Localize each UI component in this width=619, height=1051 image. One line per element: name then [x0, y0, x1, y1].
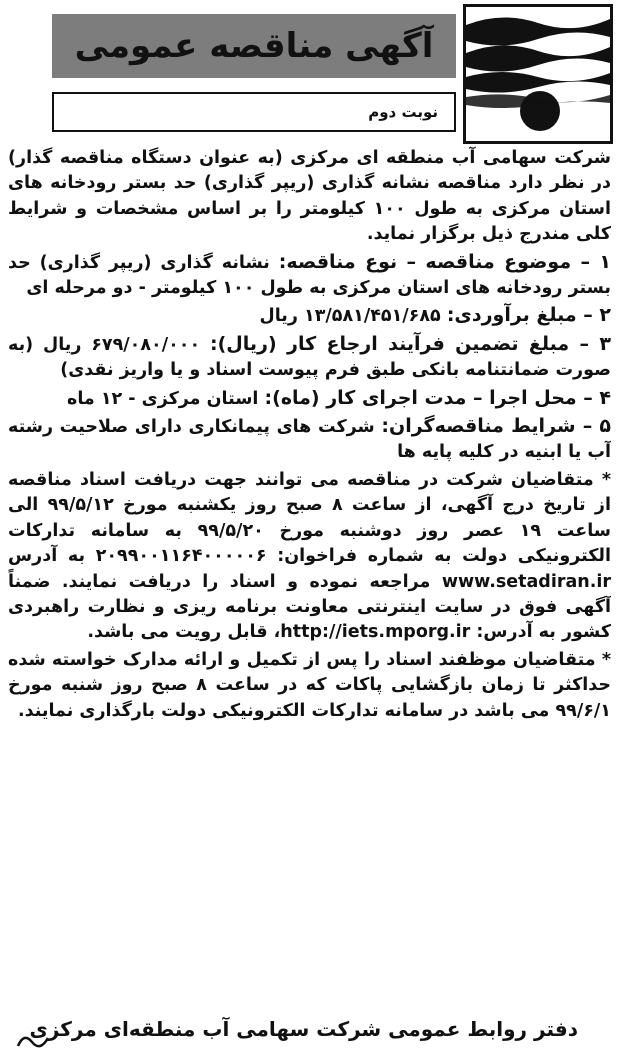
intro-paragraph: شرکت سهامی آب منطقه ای مرکزی (به عنوان دستگاه مناقصه گذار) در نظر دارد مناقصه نشانه گذاری (ریپر گذاری) حد بستر رودخانه های استان مرکزی به طول ۱۰۰ کیلومتر را بر اساس مشخصات و شرایط کلی مندرج ذیل برگزار نماید. [8, 148, 611, 245]
item-5-label: ۵ – شرایط مناقصه‌گران: [381, 415, 611, 438]
item-3-label: ۳ – مبلغ تضمین فرآیند ارجاع کار (ریال): [210, 332, 611, 355]
note-1-part-a: * متقاضیان شرکت در مناقصه می توانند جهت دریافت اسناد مناقصه از تاریخ درج آگهی، از ساعت ۸ صبح روز یکشنبه مورخ ۹۹/۵/۱۲ الی ساعت ۱۹ عصر روز دوشنبه مورخ ۹۹/۵/۲۰ به سامانه تدارکات الکترونیکی دولت به شماره فراخوان: ۲۰۹۹۰۰۱۱۶۴۰۰۰۰۰۶ به آدرس [8, 469, 611, 567]
note-1 [8, 468, 611, 646]
note-2: * متقاضیان موظفند اسناد را پس از تکمیل و ارائه مدارک خواسته شده حداکثر تا زمان بازگشایی پاکات که در ساعت ۸ صبح روز شنبه مورخ ۹۹/۶/۱ می باشد در سامانه تدارکات الکترونیکی دولت بارگذاری نمایند. [8, 649, 611, 721]
item-4 [8, 386, 611, 412]
item-4-text: استان مرکزی - ۱۲ ماه [66, 388, 259, 409]
notice-title: آگهی مناقصه عمومی [74, 26, 434, 66]
footer-signature: دفتر روابط عمومی شرکت سهامی آب منطقه‌ای مرکزی [29, 1017, 578, 1041]
title-banner [52, 14, 456, 78]
notice-header [0, 0, 619, 150]
note-1-part-c: ، قابل رویت می باشد. [87, 622, 281, 643]
item-1-text: نشانه گذاری (ریپر گذاری) حد بستر رودخانه های استان مرکزی به طول ۱۰۰ کیلومتر - دو مرحله ای [8, 252, 611, 299]
item-2-label: ۲ – مبلغ برآوردی: [446, 304, 611, 327]
waves-logo-icon [466, 7, 610, 141]
round-box [52, 92, 456, 132]
item-2-text: ۱۳/۵۸۱/۴۵۱/۶۸۵ ریال [259, 306, 441, 327]
item-3-text: ۶۷۹/۰۸۰/۰۰۰ ریال (به صورت ضمانتنامه بانکی طبق فرم پیوست اسناد و یا واریز نقدی) [8, 334, 611, 381]
note-1-part-b: مراجعه نموده و اسناد را دریافت نمایند. ضمناً آگهی فوق در سایت اینترنتی معاونت برنامه ریزی و نظارت راهبردی کشور به آدرس: [8, 571, 611, 643]
item-5 [8, 414, 611, 466]
water-company-logo [463, 4, 613, 144]
item-3 [8, 332, 611, 384]
notice-body [8, 146, 611, 1006]
item-1 [8, 250, 611, 302]
item-5-text: شرکت های پیمانکاری دارای صلاحیت رشته آب یا ابنیه در کلیه پایه ها [8, 417, 611, 463]
notice-round: نوبت دوم [368, 103, 438, 121]
item-4-label: ۴ – محل اجرا – مدت اجرای کار (ماه): [264, 386, 611, 409]
handwritten-mark-icon [14, 1028, 54, 1050]
setadiran-url: www.setadiran.ir [441, 571, 611, 592]
item-1-label: ۱ – موضوع مناقصه – نوع مناقصه: [278, 250, 611, 273]
item-2 [8, 303, 611, 329]
iets-url: http://iets.mporg.ir [280, 622, 471, 643]
